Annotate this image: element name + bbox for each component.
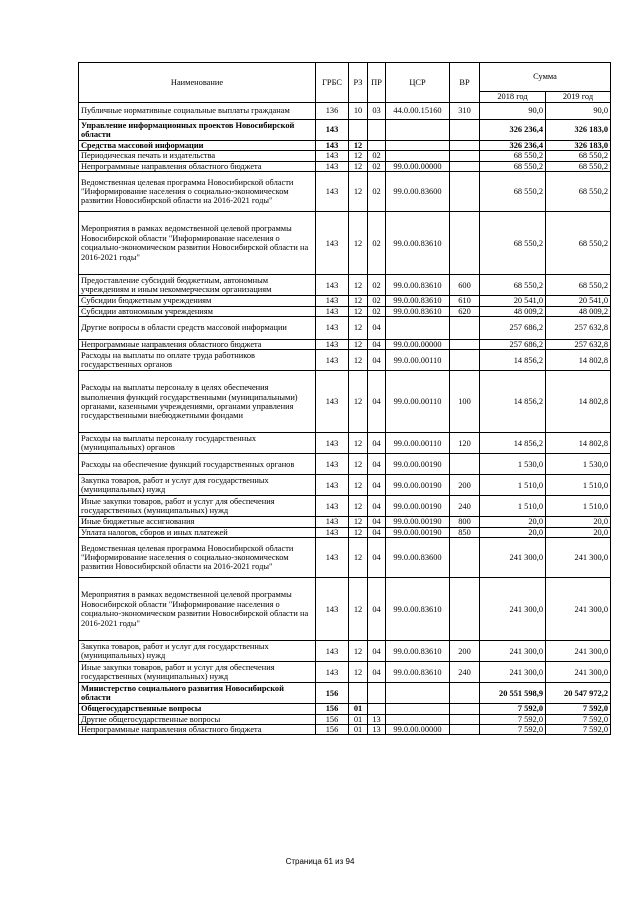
cell-pr: 04: [368, 433, 386, 454]
cell-grbs: 156: [316, 683, 349, 704]
cell-sum-2019: 241 300,0: [546, 538, 611, 578]
cell-vr: [450, 714, 480, 724]
table-row: [79, 433, 611, 454]
col-header-2019: 2019 год: [546, 92, 611, 103]
cell-grbs: 143: [316, 120, 349, 141]
table-row: [79, 662, 611, 683]
cell-rz: [349, 683, 368, 704]
cell-name: Периодическая печать и издательства: [79, 151, 316, 161]
cell-rz: 12: [349, 578, 368, 641]
cell-vr: [450, 578, 480, 641]
cell-sum-2018: 257 686,2: [480, 317, 546, 340]
cell-rz: 12: [349, 496, 368, 517]
cell-pr: 04: [368, 517, 386, 527]
cell-sum-2018: 14 856,2: [480, 350, 546, 371]
col-header-rz: РЗ: [349, 63, 368, 103]
cell-sum-2018: 326 236,4: [480, 120, 546, 141]
cell-csr: 99.0.00.83610: [386, 578, 450, 641]
table-row: [79, 527, 611, 537]
cell-name: Уплата налогов, сборов и иных платежей: [79, 527, 316, 537]
cell-name: Непрограммные направления областного бюджета: [79, 725, 316, 735]
col-header-name: Наименование: [79, 63, 316, 103]
table-row: [79, 704, 611, 714]
cell-rz: 12: [349, 317, 368, 340]
cell-rz: [349, 120, 368, 141]
cell-csr: [386, 120, 450, 141]
cell-csr: 99.0.00.00110: [386, 433, 450, 454]
cell-csr: 99.0.00.00190: [386, 496, 450, 517]
cell-sum-2019: 326 183,0: [546, 120, 611, 141]
cell-sum-2019: 257 632,8: [546, 317, 611, 340]
cell-sum-2019: 14 802,8: [546, 371, 611, 433]
table-row: [79, 212, 611, 275]
cell-vr: [450, 151, 480, 161]
cell-sum-2018: 257 686,2: [480, 340, 546, 350]
cell-grbs: 156: [316, 725, 349, 735]
cell-grbs: 156: [316, 704, 349, 714]
cell-sum-2019: 48 009,2: [546, 306, 611, 316]
cell-pr: 04: [368, 454, 386, 475]
cell-sum-2019: 68 550,2: [546, 151, 611, 161]
cell-csr: [386, 151, 450, 161]
table-row: [79, 340, 611, 350]
cell-pr: 03: [368, 103, 386, 120]
cell-sum-2018: 68 550,2: [480, 172, 546, 212]
cell-name: Мероприятия в рамках ведомственной целевой программы Новосибирской области "Информирование населения о социально-экономическом развитии Новосибирской области на 2016-2021 годы": [79, 578, 316, 641]
cell-vr: 610: [450, 296, 480, 306]
cell-pr: [368, 141, 386, 151]
cell-csr: 99.0.00.00190: [386, 527, 450, 537]
cell-sum-2018: 241 300,0: [480, 662, 546, 683]
cell-sum-2019: 1 510,0: [546, 475, 611, 496]
cell-grbs: 143: [316, 641, 349, 662]
table-row: [79, 475, 611, 496]
cell-rz: 12: [349, 662, 368, 683]
table-row: [79, 161, 611, 171]
table-row: [79, 120, 611, 141]
cell-sum-2018: 20 551 598,9: [480, 683, 546, 704]
cell-csr: [386, 683, 450, 704]
cell-csr: 44.0.00.15160: [386, 103, 450, 120]
table-row: [79, 317, 611, 340]
cell-rz: 01: [349, 725, 368, 735]
cell-sum-2018: 90,0: [480, 103, 546, 120]
cell-sum-2018: 14 856,2: [480, 371, 546, 433]
cell-sum-2019: 68 550,2: [546, 172, 611, 212]
cell-vr: [450, 120, 480, 141]
cell-sum-2019: 241 300,0: [546, 578, 611, 641]
cell-sum-2019: 20 541,0: [546, 296, 611, 306]
cell-rz: 12: [349, 475, 368, 496]
table-row: [79, 714, 611, 724]
cell-name: Расходы на выплаты персоналу в целях обеспечения выполнения функций государственными (муниципальными) органами, казенными учреждениями, органами управления государственными внебюджетными фондами: [79, 371, 316, 433]
cell-sum-2018: 68 550,2: [480, 212, 546, 275]
cell-csr: 99.0.00.00000: [386, 161, 450, 171]
cell-sum-2019: 20,0: [546, 527, 611, 537]
cell-vr: [450, 538, 480, 578]
cell-vr: [450, 161, 480, 171]
cell-vr: [450, 454, 480, 475]
cell-csr: [386, 317, 450, 340]
cell-pr: 13: [368, 714, 386, 724]
cell-pr: [368, 683, 386, 704]
cell-rz: 12: [349, 151, 368, 161]
table-row: [79, 103, 611, 120]
cell-grbs: 143: [316, 340, 349, 350]
cell-csr: 99.0.00.00190: [386, 517, 450, 527]
cell-vr: [450, 172, 480, 212]
cell-rz: 12: [349, 296, 368, 306]
table-row: [79, 683, 611, 704]
cell-sum-2018: 68 550,2: [480, 275, 546, 296]
cell-pr: 02: [368, 275, 386, 296]
table-row: [79, 641, 611, 662]
cell-name: Закупка товаров, работ и услуг для государственных (муниципальных) нужд: [79, 641, 316, 662]
cell-vr: [450, 141, 480, 151]
cell-rz: 12: [349, 275, 368, 296]
cell-rz: 01: [349, 704, 368, 714]
cell-pr: 13: [368, 725, 386, 735]
cell-name: Непрограммные направления областного бюджета: [79, 161, 316, 171]
cell-grbs: 143: [316, 161, 349, 171]
cell-vr: 120: [450, 433, 480, 454]
col-header-pr: ПР: [368, 63, 386, 103]
cell-grbs: 143: [316, 350, 349, 371]
cell-rz: 12: [349, 454, 368, 475]
cell-vr: [450, 725, 480, 735]
cell-sum-2019: 20 547 972,2: [546, 683, 611, 704]
cell-vr: [450, 317, 480, 340]
cell-rz: 01: [349, 714, 368, 724]
cell-name: Иные бюджетные ассигнования: [79, 517, 316, 527]
cell-csr: [386, 704, 450, 714]
cell-name: Управление информационных проектов Новосибирской области: [79, 120, 316, 141]
cell-sum-2019: 326 183,0: [546, 141, 611, 151]
cell-sum-2018: 241 300,0: [480, 641, 546, 662]
cell-csr: 99.0.00.83600: [386, 538, 450, 578]
cell-name: Непрограммные направления областного бюджета: [79, 340, 316, 350]
cell-pr: 02: [368, 296, 386, 306]
cell-name: Ведомственная целевая программа Новосибирской области "Информирование населения о социально-экономическом развитии Новосибирской области на 2016-2021 годы": [79, 538, 316, 578]
cell-grbs: 156: [316, 714, 349, 724]
cell-sum-2018: 68 550,2: [480, 161, 546, 171]
cell-sum-2018: 1 530,0: [480, 454, 546, 475]
cell-name: Субсидии бюджетным учреждениям: [79, 296, 316, 306]
cell-csr: 99.0.00.00190: [386, 454, 450, 475]
cell-name: Субсидии автономным учреждениям: [79, 306, 316, 316]
cell-pr: 04: [368, 538, 386, 578]
cell-name: Закупка товаров, работ и услуг для государственных (муниципальных) нужд: [79, 475, 316, 496]
cell-sum-2018: 7 592,0: [480, 725, 546, 735]
cell-csr: 99.0.00.83610: [386, 662, 450, 683]
cell-rz: 12: [349, 517, 368, 527]
cell-pr: 04: [368, 340, 386, 350]
col-header-2018: 2018 год: [480, 92, 546, 103]
table-row: [79, 517, 611, 527]
cell-sum-2018: 1 510,0: [480, 496, 546, 517]
cell-pr: 04: [368, 475, 386, 496]
cell-grbs: 143: [316, 517, 349, 527]
cell-grbs: 143: [316, 172, 349, 212]
cell-name: Общегосударственные вопросы: [79, 704, 316, 714]
cell-sum-2019: 1 510,0: [546, 496, 611, 517]
cell-csr: 99.0.00.00190: [386, 475, 450, 496]
cell-sum-2018: 20,0: [480, 527, 546, 537]
budget-table: [78, 62, 611, 735]
cell-grbs: 143: [316, 527, 349, 537]
cell-csr: 99.0.00.00000: [386, 725, 450, 735]
cell-name: Ведомственная целевая программа Новосибирской области "Информирование населения о социально-экономическом развитии Новосибирской области на 2016-2021 годы": [79, 172, 316, 212]
cell-sum-2018: 48 009,2: [480, 306, 546, 316]
cell-csr: 99.0.00.83600: [386, 172, 450, 212]
cell-pr: [368, 704, 386, 714]
cell-sum-2018: 20,0: [480, 517, 546, 527]
cell-name: Мероприятия в рамках ведомственной целевой программы Новосибирской области "Информирование населения о социально-экономическом развитии Новосибирской области на 2016-2021 годы": [79, 212, 316, 275]
cell-grbs: 136: [316, 103, 349, 120]
cell-pr: 04: [368, 371, 386, 433]
cell-pr: 04: [368, 662, 386, 683]
table-row: [79, 141, 611, 151]
col-header-sum: Сумма: [480, 63, 611, 92]
cell-vr: [450, 704, 480, 714]
cell-sum-2018: 7 592,0: [480, 704, 546, 714]
cell-grbs: 143: [316, 141, 349, 151]
cell-rz: 12: [349, 306, 368, 316]
cell-sum-2018: 7 592,0: [480, 714, 546, 724]
cell-csr: 99.0.00.00000: [386, 340, 450, 350]
cell-csr: [386, 141, 450, 151]
page-footer: Страница 61 из 94: [285, 857, 355, 866]
cell-grbs: 143: [316, 317, 349, 340]
cell-sum-2019: 20,0: [546, 517, 611, 527]
cell-pr: 04: [368, 350, 386, 371]
cell-sum-2019: 68 550,2: [546, 275, 611, 296]
cell-sum-2019: 241 300,0: [546, 641, 611, 662]
table-row: [79, 350, 611, 371]
table-row: [79, 275, 611, 296]
cell-grbs: 143: [316, 151, 349, 161]
cell-sum-2019: 68 550,2: [546, 212, 611, 275]
cell-sum-2018: 14 856,2: [480, 433, 546, 454]
cell-name: Другие общегосударственные вопросы: [79, 714, 316, 724]
cell-grbs: 143: [316, 275, 349, 296]
cell-csr: [386, 714, 450, 724]
cell-vr: 100: [450, 371, 480, 433]
cell-pr: 04: [368, 317, 386, 340]
cell-rz: 12: [349, 141, 368, 151]
cell-grbs: 143: [316, 538, 349, 578]
cell-rz: 12: [349, 340, 368, 350]
table-row: [79, 496, 611, 517]
cell-vr: 240: [450, 662, 480, 683]
table-row: [79, 578, 611, 641]
cell-rz: 12: [349, 641, 368, 662]
cell-grbs: 143: [316, 662, 349, 683]
cell-grbs: 143: [316, 578, 349, 641]
cell-pr: 02: [368, 151, 386, 161]
cell-name: Другие вопросы в области средств массовой информации: [79, 317, 316, 340]
cell-rz: 12: [349, 161, 368, 171]
table-row: [79, 172, 611, 212]
cell-vr: 600: [450, 275, 480, 296]
cell-sum-2018: 68 550,2: [480, 151, 546, 161]
cell-csr: 99.0.00.83610: [386, 641, 450, 662]
cell-name: Расходы на выплаты персоналу государственных (муниципальных) органов: [79, 433, 316, 454]
cell-grbs: 143: [316, 475, 349, 496]
cell-name: Средства массовой информации: [79, 141, 316, 151]
cell-sum-2018: 241 300,0: [480, 538, 546, 578]
col-header-grbs: ГРБС: [316, 63, 349, 103]
cell-sum-2018: 20 541,0: [480, 296, 546, 306]
cell-name: Предоставление субсидий бюджетным, автономным учреждениям и иным некоммерческим организациям: [79, 275, 316, 296]
table-row: [79, 296, 611, 306]
cell-vr: [450, 683, 480, 704]
cell-grbs: 143: [316, 433, 349, 454]
cell-vr: 240: [450, 496, 480, 517]
table-row: [79, 538, 611, 578]
cell-vr: 200: [450, 475, 480, 496]
cell-sum-2019: 241 300,0: [546, 662, 611, 683]
cell-vr: 850: [450, 527, 480, 537]
cell-csr: 99.0.00.00110: [386, 350, 450, 371]
cell-rz: 12: [349, 212, 368, 275]
cell-csr: 99.0.00.83610: [386, 306, 450, 316]
cell-sum-2019: 7 592,0: [546, 704, 611, 714]
cell-sum-2019: 14 802,8: [546, 350, 611, 371]
cell-pr: 04: [368, 527, 386, 537]
table-body: [79, 103, 611, 735]
cell-grbs: 143: [316, 306, 349, 316]
cell-rz: 12: [349, 350, 368, 371]
cell-sum-2019: 257 632,8: [546, 340, 611, 350]
cell-name: Министерство социального развития Новосибирской области: [79, 683, 316, 704]
cell-pr: 02: [368, 172, 386, 212]
cell-grbs: 143: [316, 296, 349, 306]
table-row: [79, 371, 611, 433]
cell-pr: 02: [368, 306, 386, 316]
cell-pr: 02: [368, 212, 386, 275]
cell-vr: 620: [450, 306, 480, 316]
cell-grbs: 143: [316, 371, 349, 433]
budget-table-container: [78, 62, 610, 735]
cell-csr: 99.0.00.00110: [386, 371, 450, 433]
col-header-csr: ЦСР: [386, 63, 450, 103]
cell-name: Публичные нормативные социальные выплаты гражданам: [79, 103, 316, 120]
cell-vr: 310: [450, 103, 480, 120]
cell-pr: 02: [368, 161, 386, 171]
cell-pr: [368, 120, 386, 141]
cell-sum-2019: 14 802,8: [546, 433, 611, 454]
table-row: [79, 306, 611, 316]
col-header-vr: ВР: [450, 63, 480, 103]
cell-name: Иные закупки товаров, работ и услуг для обеспечения государственных (муниципальных) нужд: [79, 662, 316, 683]
cell-rz: 12: [349, 172, 368, 212]
cell-rz: 12: [349, 538, 368, 578]
cell-grbs: 143: [316, 212, 349, 275]
cell-sum-2019: 68 550,2: [546, 161, 611, 171]
cell-rz: 12: [349, 527, 368, 537]
cell-csr: 99.0.00.83610: [386, 212, 450, 275]
cell-pr: 04: [368, 578, 386, 641]
cell-csr: 99.0.00.83610: [386, 296, 450, 306]
cell-name: Расходы на выплаты по оплате труда работников государственных органов: [79, 350, 316, 371]
cell-pr: 04: [368, 496, 386, 517]
cell-vr: [450, 340, 480, 350]
table-row: [79, 725, 611, 735]
cell-pr: 04: [368, 641, 386, 662]
cell-sum-2019: 7 592,0: [546, 725, 611, 735]
cell-sum-2019: 7 592,0: [546, 714, 611, 724]
cell-name: Расходы на обеспечение функций государственных органов: [79, 454, 316, 475]
cell-vr: 200: [450, 641, 480, 662]
cell-name: Иные закупки товаров, работ и услуг для обеспечения государственных (муниципальных) нужд: [79, 496, 316, 517]
cell-vr: 800: [450, 517, 480, 527]
cell-rz: 12: [349, 433, 368, 454]
cell-sum-2019: 90,0: [546, 103, 611, 120]
cell-sum-2018: 1 510,0: [480, 475, 546, 496]
table-row: [79, 151, 611, 161]
cell-rz: 10: [349, 103, 368, 120]
cell-rz: 12: [349, 371, 368, 433]
cell-vr: [450, 350, 480, 371]
cell-sum-2018: 241 300,0: [480, 578, 546, 641]
cell-sum-2018: 326 236,4: [480, 141, 546, 151]
table-row: [79, 454, 611, 475]
cell-grbs: 143: [316, 496, 349, 517]
cell-sum-2019: 1 530,0: [546, 454, 611, 475]
cell-grbs: 143: [316, 454, 349, 475]
cell-vr: [450, 212, 480, 275]
cell-csr: 99.0.00.83610: [386, 275, 450, 296]
